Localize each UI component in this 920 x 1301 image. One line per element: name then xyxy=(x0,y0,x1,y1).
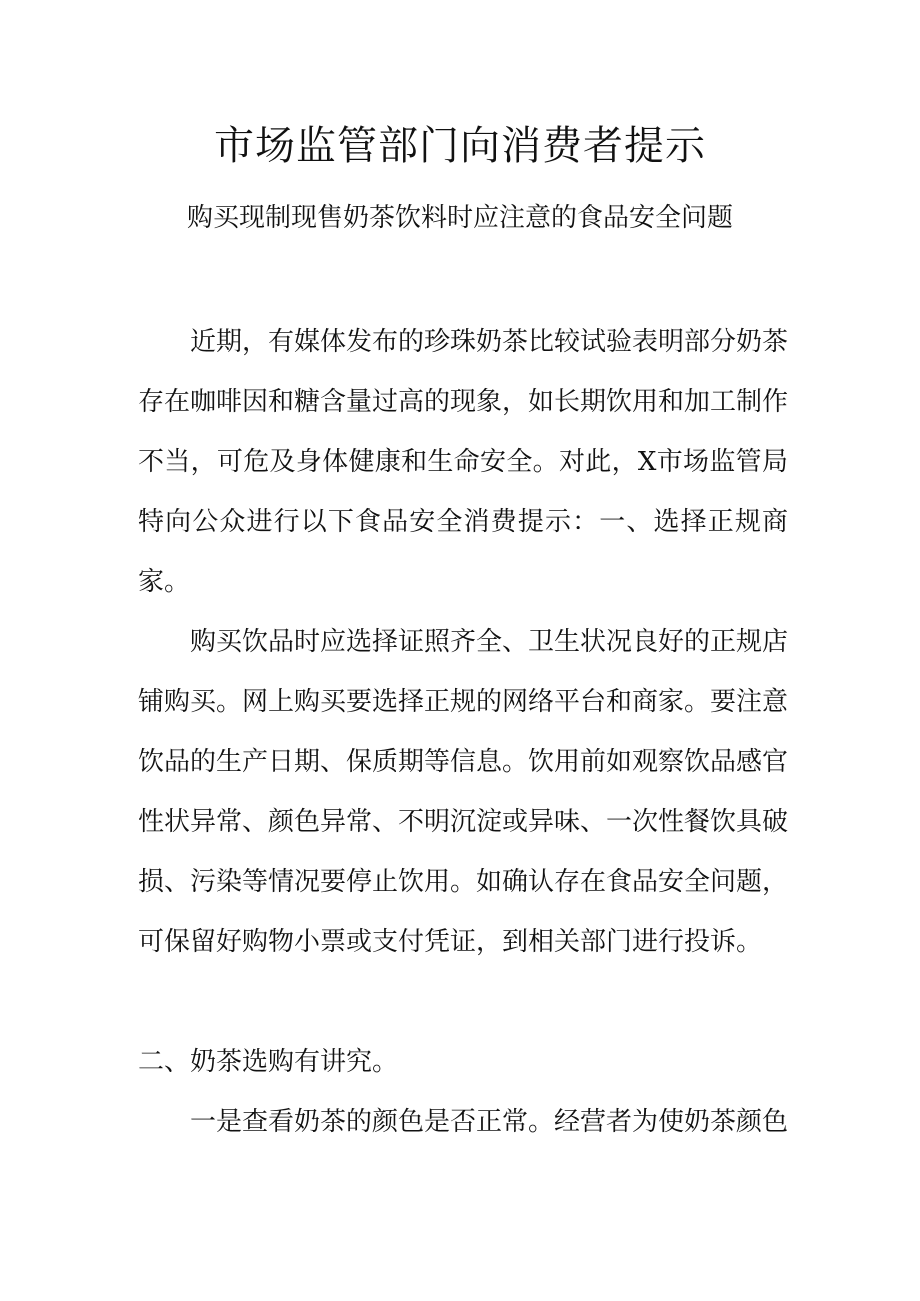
document-subtitle: 购买现制现售奶茶饮料时应注意的食品安全问题 xyxy=(186,203,733,233)
paragraph-intro: 近期，有媒体发布的珍珠奶茶比较试验表明部分奶茶存在咖啡因和糖含量过高的现象，如长期饮用和加工制作不当，可危及身体健康和生命安全。对此，X市场监管局特向公众进行以下食品安全消费提示：一、选择正规商家。 xyxy=(138,327,789,597)
paragraph-choose-merchant: 购买饮品时应选择证照齐全、卫生状况良好的正规店铺购买。网上购买要选择正规的网络平台和商家。要注意饮品的生产日期、保质期等信息。饮用前如观察饮品感官性状异常、颜色异常、不明沉淀或异味、一次性餐饮具破损、污染等情况要停止饮用。如确认存在食品安全问题，可保留好购物小票或支付凭证，到相关部门进行投诉。 xyxy=(138,627,789,957)
document-title: 市场监管部门向消费者提示 xyxy=(214,123,706,169)
section-heading-selection: 二、奶茶选购有讲究。 xyxy=(138,1047,399,1077)
paragraph-color-check: 一是查看奶茶的颜色是否正常。经营者为使奶茶颜色 xyxy=(190,1107,789,1137)
